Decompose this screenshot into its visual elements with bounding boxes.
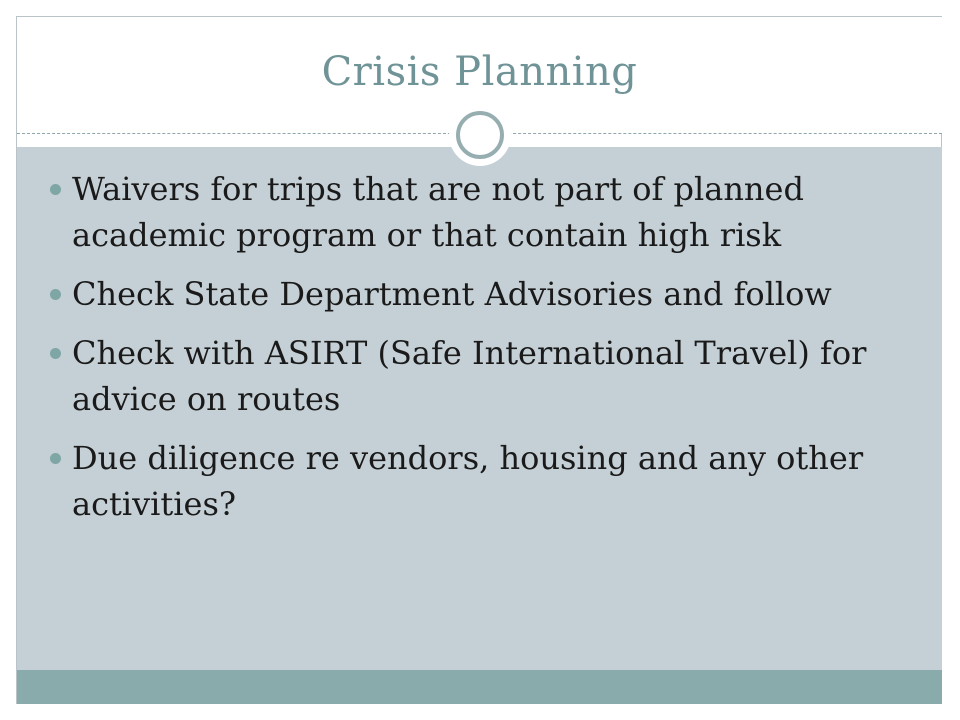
bullet-text: Check with ASIRT (Safe International Travel) for advice on routes <box>72 334 867 418</box>
bullet-dot-icon <box>50 289 61 300</box>
slide-title: Crisis Planning <box>321 49 638 95</box>
bullet-text: Waivers for trips that are not part of planned academic program or that contain high risk <box>72 170 804 254</box>
bullet-dot-icon <box>50 348 61 359</box>
ring-icon <box>456 111 504 159</box>
footer-bar <box>17 670 942 704</box>
circle-ornament-icon <box>449 104 511 166</box>
list-item <box>50 330 930 422</box>
list-item <box>50 166 930 258</box>
bullet-dot-icon <box>50 453 61 464</box>
bullet-text: Check State Department Advisories and follow <box>72 275 832 313</box>
list-item <box>50 271 930 317</box>
list-item <box>50 435 930 527</box>
bullet-list <box>50 166 930 540</box>
bullet-text: Due diligence re vendors, housing and any other activities? <box>72 439 864 523</box>
bullet-dot-icon <box>50 184 61 195</box>
